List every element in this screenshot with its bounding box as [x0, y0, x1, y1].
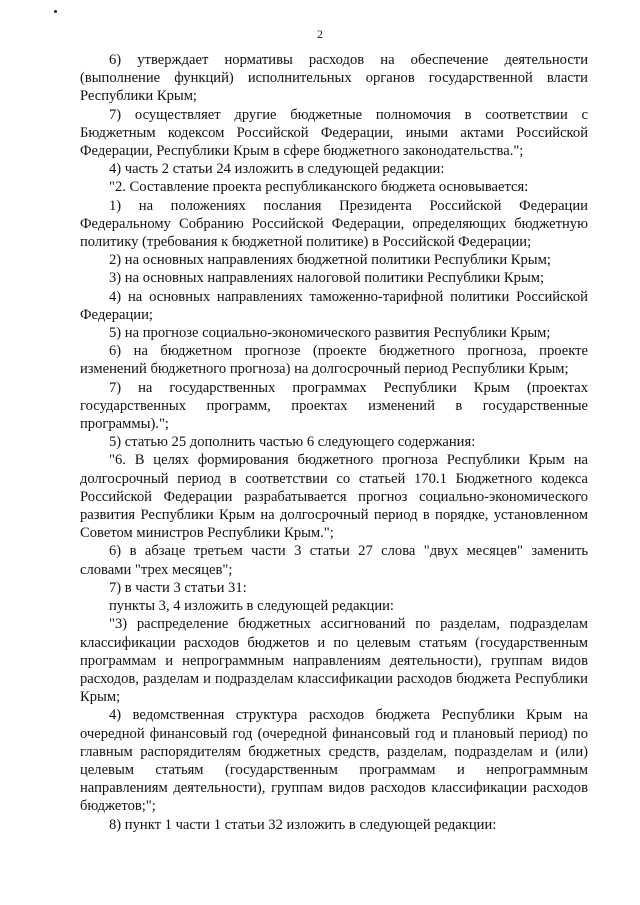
paragraph: 1) на положениях послания Президента Российской Федерации Федеральному Собранию Российской Федерации, определяющих бюджетную политику (требования к бюджетной политике) в Российской Федерации;: [80, 197, 588, 251]
paragraph: 8) пункт 1 части 1 статьи 32 изложить в следующей редакции:: [109, 816, 497, 833]
paragraph: 7) на государственных программах Республики Крым (проектах государственных программ, проектах изменений в государственные программы).";: [80, 379, 588, 433]
paragraph: "6. В целях формирования бюджетного прогноза Республики Крым на долгосрочный период в соответствии со статьей 170.1 Бюджетного кодекса Российской Федерации разрабатывается прогноз социально-экономического развития Республики Крым на долгосрочный период в порядке, установленном Советом министров Республики Крым.";: [80, 452, 588, 542]
paragraph: "3) распределение бюджетных ассигнований по разделам, подразделам классификации расходов бюджетов и по целевым статьям (государственным программам и непрограммным направлениям деятельности), группам видов расходов, разделам и подразделам классификации расходов бюджета Республики Крым;: [80, 616, 588, 706]
paragraph: 3) на основных направлениях налоговой политики Республики Крым;: [109, 270, 545, 287]
paragraph: "2. Составление проекта республиканского бюджета основывается:: [109, 179, 529, 196]
paragraph: 4) часть 2 статьи 24 изложить в следующей редакции:: [109, 161, 445, 178]
paragraph: 7) осуществляет другие бюджетные полномочия в соответствии с Бюджетным кодексом Российской Федерации, иными актами Российской Федерации, Республики Крым в сфере бюджетного законодательства.";: [80, 106, 588, 160]
paragraph: 6) в абзаце третьем части 3 статьи 27 слова "двух месяцев" заменить словами "трех месяцев";: [80, 543, 588, 578]
paragraph: 6) на бюджетном прогнозе (проекте бюджетного прогноза, проекте изменений бюджетного прогноза) на долгосрочный период Республики Крым;: [80, 343, 588, 378]
paragraph: 6) утверждает нормативы расходов на обеспечение деятельности (выполнение функций) исполнительных органов государственной власти Республики Крым;: [80, 52, 588, 105]
paragraph: 7) в части 3 статьи 31:: [109, 579, 247, 596]
scan-dot-mark: [54, 10, 57, 13]
document-body: [80, 51, 588, 834]
paragraph: 2) на основных направлениях бюджетной политики Республики Крым;: [109, 252, 551, 269]
paragraph: 4) ведомственная структура расходов бюджета Республики Крым на очередной финансовый год (очередной финансовый год и плановый период) по главным распорядителям бюджетных средств, разделам, подразделам и (или) целевым статьям (государственным программам и непрограммным направлениям деятельности), группам видов расходов классификации расходов бюджетов;";: [80, 707, 588, 815]
paragraph: 5) статью 25 дополнить частью 6 следующего содержания:: [109, 434, 476, 451]
page-number: 2: [317, 27, 323, 41]
paragraph: 4) на основных направлениях таможенно-тарифной политики Российской Федерации;: [80, 288, 588, 323]
paragraph: 5) на прогнозе социально-экономического развития Республики Крым;: [109, 325, 551, 342]
paragraph: пункты 3, 4 изложить в следующей редакции:: [109, 598, 394, 615]
